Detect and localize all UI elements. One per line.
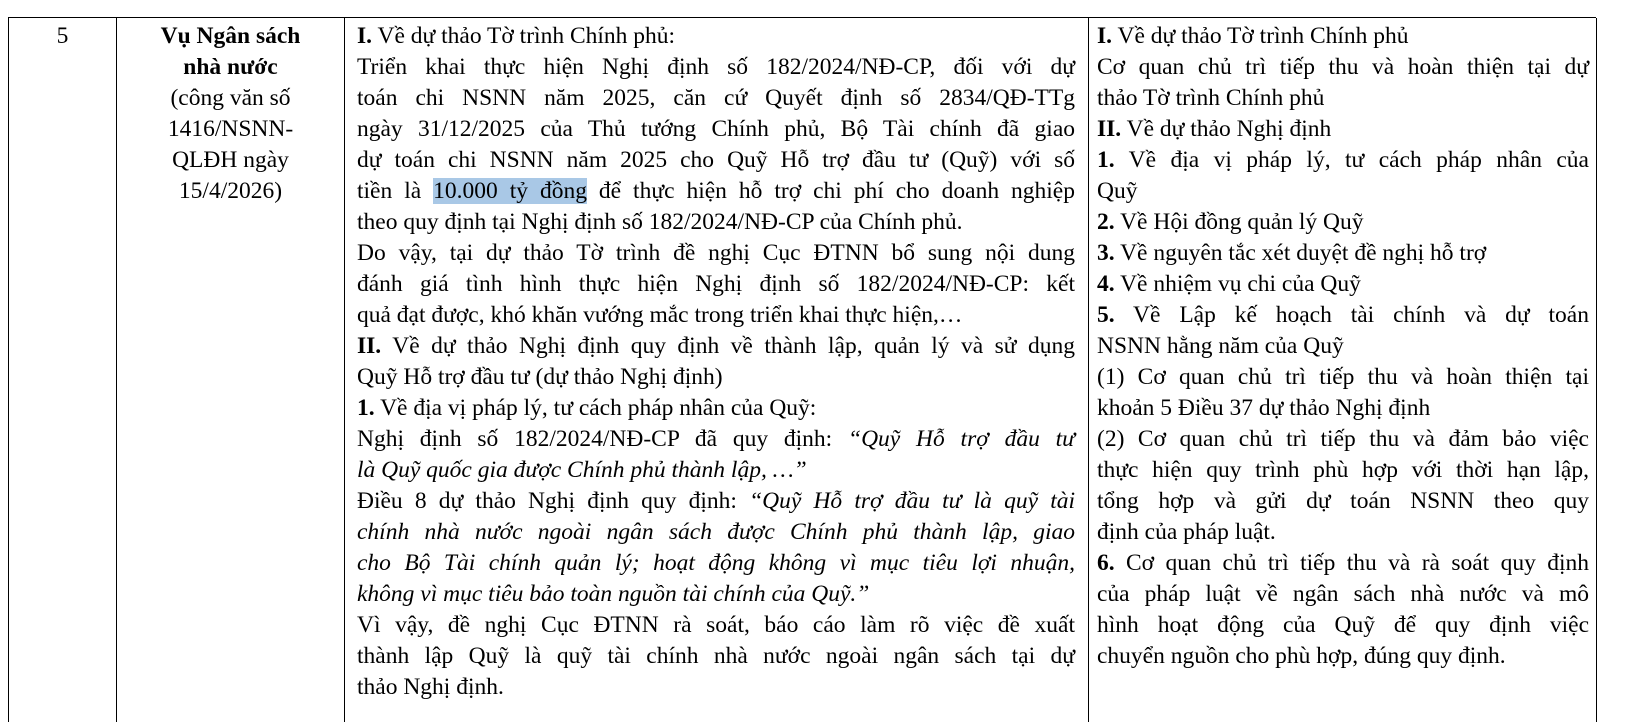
comment-line: không vì mục tiêu bảo toàn nguồn tài chính của Quỹ.” — [357, 581, 870, 607]
response-line: (2) Cơ quan chủ trì tiếp thu và đảm bảo việc — [1097, 426, 1589, 452]
comment-table-row — [8, 17, 1596, 722]
response-line: khoản 5 Điều 37 dự thảo Nghị định — [1097, 395, 1431, 421]
comment-line: Nghị định số 182/2024/NĐ-CP đã quy định: “Quỹ Hỗ trợ đầu tư — [357, 426, 1075, 452]
agency-ref: (công văn số — [170, 85, 291, 111]
comment-line: II. Về dự thảo Nghị định quy định về thành lập, quản lý và sử dụng — [357, 333, 1075, 359]
comment-line: là Quỹ quốc gia được Chính phủ thành lập, …” — [357, 457, 807, 483]
comment-line: ngày 31/12/2025 của Thủ tướng Chính phủ, Bộ Tài chính đã giao — [357, 116, 1075, 142]
agency-name: Vụ Ngân sách — [160, 23, 301, 49]
response-line: hình hoạt động của Quỹ để quy định việc — [1097, 612, 1589, 638]
response-line: thực hiện quy trình phù hợp với thời hạn lập, — [1097, 457, 1589, 483]
row-number-cell — [9, 18, 117, 722]
comment-line: theo quy định tại Nghị định số 182/2024/NĐ-CP của Chính phủ. — [357, 209, 963, 235]
comment-line: Vì vậy, đề nghị Cục ĐTNN rà soát, báo cáo làm rõ việc đề xuất — [357, 612, 1075, 638]
response-line: của pháp luật về ngân sách nhà nước và mô — [1097, 581, 1589, 607]
agency-ref: 1416/NSNN- — [167, 116, 294, 142]
comment-line: chính nhà nước ngoài ngân sách được Chính phủ thành lập, giao — [357, 519, 1075, 545]
response-line: 1. Về địa vị pháp lý, tư cách pháp nhân của — [1097, 147, 1589, 173]
comment-line: Điều 8 dự thảo Nghị định quy định: “Quỹ Hỗ trợ đầu tư là quỹ tài — [357, 488, 1076, 514]
agency-ref: 15/4/2026) — [178, 178, 283, 204]
response-line: Cơ quan chủ trì tiếp thu và hoàn thiện tại dự — [1097, 54, 1589, 80]
agency-cell — [117, 18, 345, 722]
response-line: định của pháp luật. — [1097, 519, 1276, 545]
comment-line: cho Bộ Tài chính quản lý; hoạt động không vì mục tiêu lợi nhuận, — [357, 550, 1075, 576]
response-line: (1) Cơ quan chủ trì tiếp thu và hoàn thiện tại — [1097, 364, 1589, 390]
comment-line: Quỹ Hỗ trợ đầu tư (dự thảo Nghị định) — [357, 364, 723, 390]
response-line: thảo Tờ trình Chính phủ — [1097, 85, 1325, 111]
response-line: 5. Về Lập kế hoạch tài chính và dự toán — [1097, 302, 1589, 328]
comment-line: thành lập Quỹ là quỹ tài chính nhà nước ngoài ngân sách tại dự — [357, 643, 1075, 669]
response-line: Quỹ — [1097, 178, 1138, 204]
comment-line: Do vậy, tại dự thảo Tờ trình đề nghị Cục ĐTNN bổ sung nội dung — [357, 240, 1075, 266]
response-line: 3. Về nguyên tắc xét duyệt đề nghị hỗ trợ — [1097, 240, 1487, 266]
response-line: 4. Về nhiệm vụ chi của Quỹ — [1097, 271, 1361, 297]
comments-cell — [345, 18, 1089, 722]
agency-name: nhà nước — [183, 54, 278, 80]
row-number: 5 — [56, 23, 69, 49]
comment-line: đánh giá tình hình thực hiện Nghị định số 182/2024/NĐ-CP: kết — [357, 271, 1075, 297]
response-line: 2. Về Hội đồng quản lý Quỹ — [1097, 209, 1364, 235]
response-line: I. Về dự thảo Tờ trình Chính phủ — [1097, 23, 1409, 49]
comment-line: tiền là 10.000 tỷ đồng để thực hiện hỗ trợ chi phí cho doanh nghiệp — [357, 178, 1075, 204]
comment-line: 1. Về địa vị pháp lý, tư cách pháp nhân của Quỹ: — [357, 395, 817, 421]
response-cell — [1089, 18, 1597, 722]
response-line: 6. Cơ quan chủ trì tiếp thu và rà soát quy định — [1097, 550, 1589, 576]
response-line: chuyển nguồn cho phù hợp, đúng quy định. — [1097, 643, 1506, 669]
response-line: tổng hợp và gửi dự toán NSNN theo quy — [1097, 488, 1589, 514]
comment-line: quả đạt được, khó khăn vướng mắc trong triển khai thực hiện,… — [357, 302, 963, 328]
response-line: NSNN hằng năm của Quỹ — [1097, 333, 1344, 359]
comment-line: thảo Nghị định. — [357, 674, 504, 700]
comment-line: I. Về dự thảo Tờ trình Chính phủ: — [357, 23, 676, 49]
highlighted-amount: 10.000 tỷ đồng — [433, 178, 587, 204]
comment-line: toán chi NSNN năm 2025, căn cứ Quyết định số 2834/QĐ-TTg — [357, 85, 1075, 111]
comment-line: Triển khai thực hiện Nghị định số 182/2024/NĐ-CP, đối với dự — [357, 54, 1075, 80]
response-line: II. Về dự thảo Nghị định — [1097, 116, 1332, 142]
agency-ref: QLĐH ngày — [172, 147, 289, 173]
comment-line: dự toán chi NSNN năm 2025 cho Quỹ Hỗ trợ đầu tư (Quỹ) với số — [357, 147, 1075, 173]
